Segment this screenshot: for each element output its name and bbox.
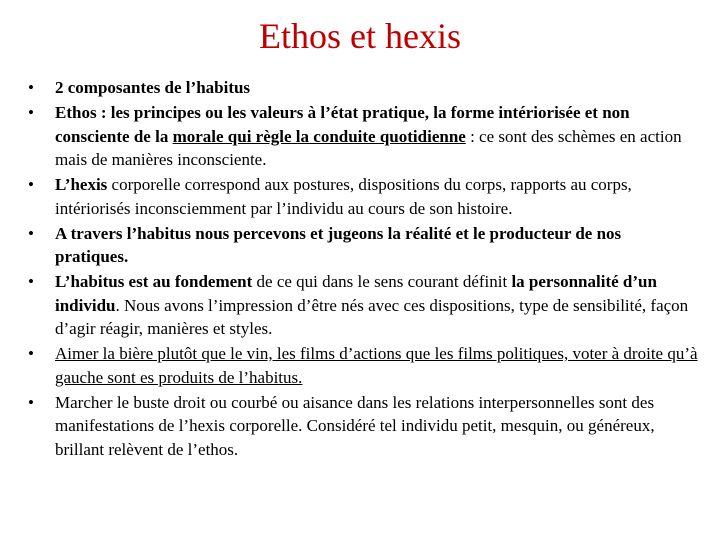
bullet-text-segment: la personnalité d’un individu — [55, 272, 657, 315]
bullet-item — [28, 173, 698, 220]
bullet-dot-icon: • — [28, 344, 34, 363]
slide-title: Ethos et hexis — [259, 16, 461, 56]
bullet-item — [28, 222, 698, 269]
bullet-dot-icon: • — [28, 103, 34, 122]
bullet-item — [28, 76, 698, 100]
bullet-text-segment: Ethos : les principes ou les valeurs à l’état pratique, la forme intériorisée et non consciente de la — [55, 103, 630, 146]
bullet-text-segment: A travers l’habitus nous percevons et jugeons la réalité et le producteur de nos pratiques. — [55, 223, 622, 266]
bullet-text-segment: Aimer la bière plutôt que le vin, les films d’actions que les films politiques, voter à droite qu’à gauche sont es produits de l’habitus. — [55, 344, 698, 387]
bullet-item — [28, 101, 698, 172]
bullet-text-segment: Marcher le buste droit ou courbé ou aisance dans les relations interpersonnelles sont des manifestations de l’hexis corporelle. Considéré tel individu petit, mesquin, ou généreux, brillant relèvent de l’ethos. — [55, 392, 655, 459]
bullet-text-segment: corporelle correspond aux postures, dispositions du corps, rapports au corps, intériorisés inconsciemment par l’individu au cours de son histoire. — [55, 175, 632, 218]
bullet-text-segment: . Nous avons l’impression d’être nés avec ces dispositions, type de sensibilité, façon d’agir réagir, manières et styles. — [55, 295, 689, 338]
bullet-dot-icon: • — [28, 272, 34, 291]
bullet-text-segment: 2 composantes de l’habitus — [55, 78, 251, 97]
bullet-item — [28, 342, 698, 389]
bullet-item — [28, 270, 698, 341]
bullet-text-segment: : ce sont des schèmes en action mais de manières inconsciente. — [55, 126, 682, 169]
bullet-dot-icon: • — [28, 392, 34, 412]
bullet-item — [28, 391, 698, 462]
bullet-dot-icon: • — [28, 175, 34, 194]
bullet-text-segment: L’habitus est au fondement — [55, 272, 253, 291]
bullet-text-segment: L’hexis — [55, 175, 108, 194]
bullet-dot-icon: • — [28, 223, 34, 243]
bullet-list — [28, 76, 698, 463]
bullet-text-segment: de ce qui dans le sens courant définit — [252, 272, 512, 291]
bullet-dot-icon: • — [28, 78, 34, 97]
bullet-text-segment: morale qui règle la conduite quotidienne — [172, 126, 466, 146]
